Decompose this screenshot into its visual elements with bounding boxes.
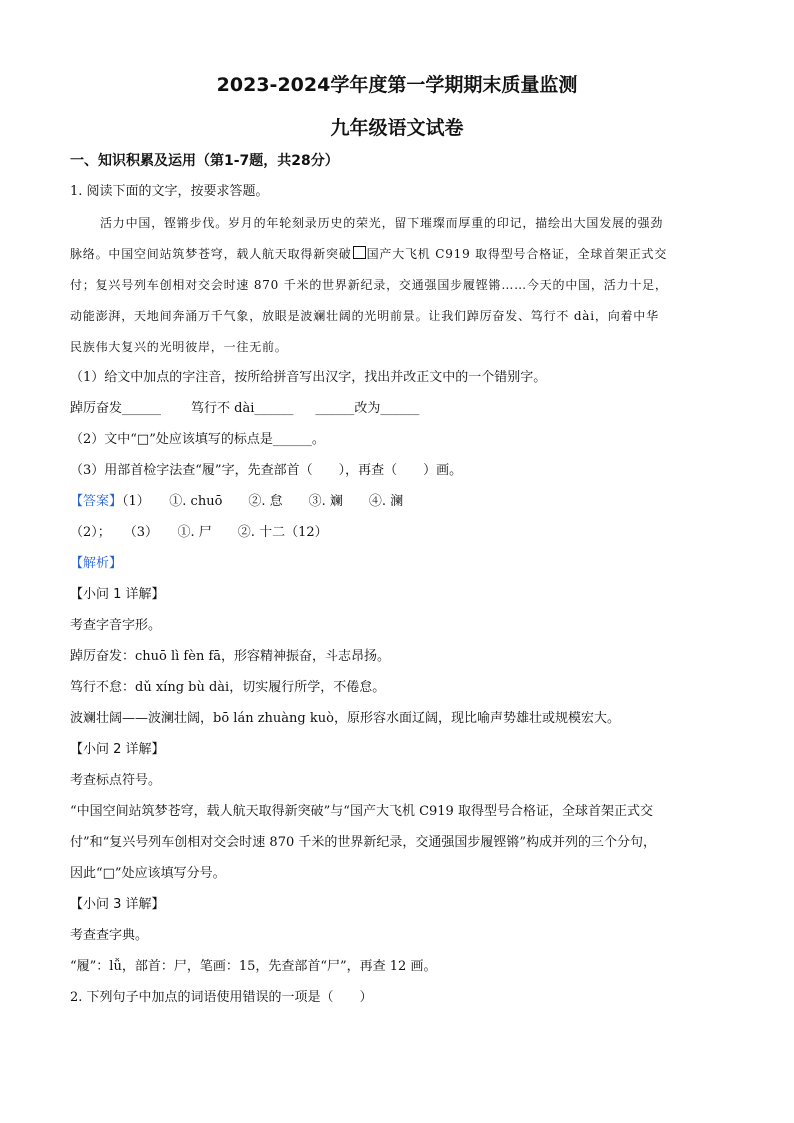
answer-tag: 【答案】 <box>70 494 123 509</box>
question-1-stem: 1. 阅读下面的文字，按要求答题。 <box>70 184 269 199</box>
sub-question-1-line-2: 踔厉奋发：chuō lì fèn fā，形容精神振奋，斗志昂扬。 <box>70 649 391 664</box>
question-1-part-3: （3）用部首检字法查“履”字，先查部首（ ），再查（ ）画。 <box>70 463 463 478</box>
blank-c: ______改为______ <box>315 401 420 416</box>
blank-b: 笃行不 dài______ <box>191 401 294 416</box>
sub-question-3-line-2: “履”：lǚ，部首：尸，笔画：15，先查部首“尸”，再查 12 画。 <box>70 959 437 974</box>
analysis-tag: 【解析】 <box>70 556 123 571</box>
passage-line-5: 民族伟大复兴的光明彼岸，一往无前。 <box>70 340 288 354</box>
answer-line-1 <box>70 492 730 512</box>
blank-a: 踔厉奋发______ <box>70 401 162 416</box>
passage-line-4: 动能澎湃，天地间奔涌万千气象，放眼是波斓壮阔的光明前景。让我们踔厉奋发、笃行不 dài，向着中华 <box>70 309 659 323</box>
passage-line-2b: 国产大飞机 C919 取得型号合格证，全球首架正式交 <box>366 247 668 261</box>
sub-question-2-heading: 【小问 2 详解】 <box>70 742 165 757</box>
question-2-stem: 2. 下列句子中加点的词语使用错误的一项是（ ） <box>70 990 373 1005</box>
sub-question-2-line-1: 考查标点符号。 <box>70 773 162 788</box>
sub-question-2-line-4: 因此“□”处应该填写分号。 <box>70 866 226 881</box>
sub-question-3-line-1: 考查查字典。 <box>70 928 149 943</box>
sub-question-2-line-2: “中国空间站筑梦苍穹，载人航天取得新突破”与“国产大飞机 C919 取得型号合格证，全球首架正式交 <box>70 804 653 819</box>
sub-question-3-heading: 【小问 3 详解】 <box>70 897 165 912</box>
sub-question-1-line-1: 考查字音字形。 <box>70 618 162 633</box>
question-1-part-2: （2）文中“□”处应该填写的标点是______。 <box>70 432 325 447</box>
question-1-part-1: （1）给文中加点的字注音，按所给拼音写出汉字，找出并改正文中的一个错别字。 <box>70 370 547 385</box>
passage-line-2 <box>70 244 730 264</box>
sub-question-2-line-3: 付”和“复兴号列车创相对交会时速 870 千米的世界新纪录，交通强国步履铿锵”构成并列的三个分句， <box>70 835 657 850</box>
page-title: 2023-2024学年度第一学期期末质量监测 <box>216 74 578 96</box>
page-subtitle: 九年级语文试卷 <box>330 117 464 139</box>
passage-line-2a: 脉络。中国空间站筑梦苍穹，载人航天取得新突破 <box>70 247 352 261</box>
passage-line-1: 活力中国，铿锵步伐。岁月的年轮刻录历史的荣光，留下璀璨而厚重的印记，描绘出大国发展的强劲 <box>100 216 664 230</box>
answer-text-1: （1） ①. chuō ②. 怠 ③. 斓 ④. 澜 <box>122 494 404 509</box>
sub-question-1-heading: 【小问 1 详解】 <box>70 587 165 602</box>
sub-question-1-line-4: 波斓壮阔——波澜壮阔，bō lán zhuàng kuò，原形容水面辽阔，现比喻声势雄壮或规模宏大。 <box>70 711 620 726</box>
section-heading: 一、知识积累及运用（第1-7题，共28分） <box>70 153 339 169</box>
answer-line-2: （2）； （3） ①. 尸 ②. 十二（12） <box>70 525 328 540</box>
passage-line-3: 付；复兴号列车创相对交会时速 870 千米的世界新纪录，交通强国步履铿锵……今天的中国，活力十足， <box>70 278 668 292</box>
sub-question-1-line-3: 笃行不怠：dǔ xíng bù dài，切实履行所学，不倦怠。 <box>70 680 386 695</box>
question-1-blanks <box>70 399 730 419</box>
blank-box-icon <box>353 246 366 259</box>
